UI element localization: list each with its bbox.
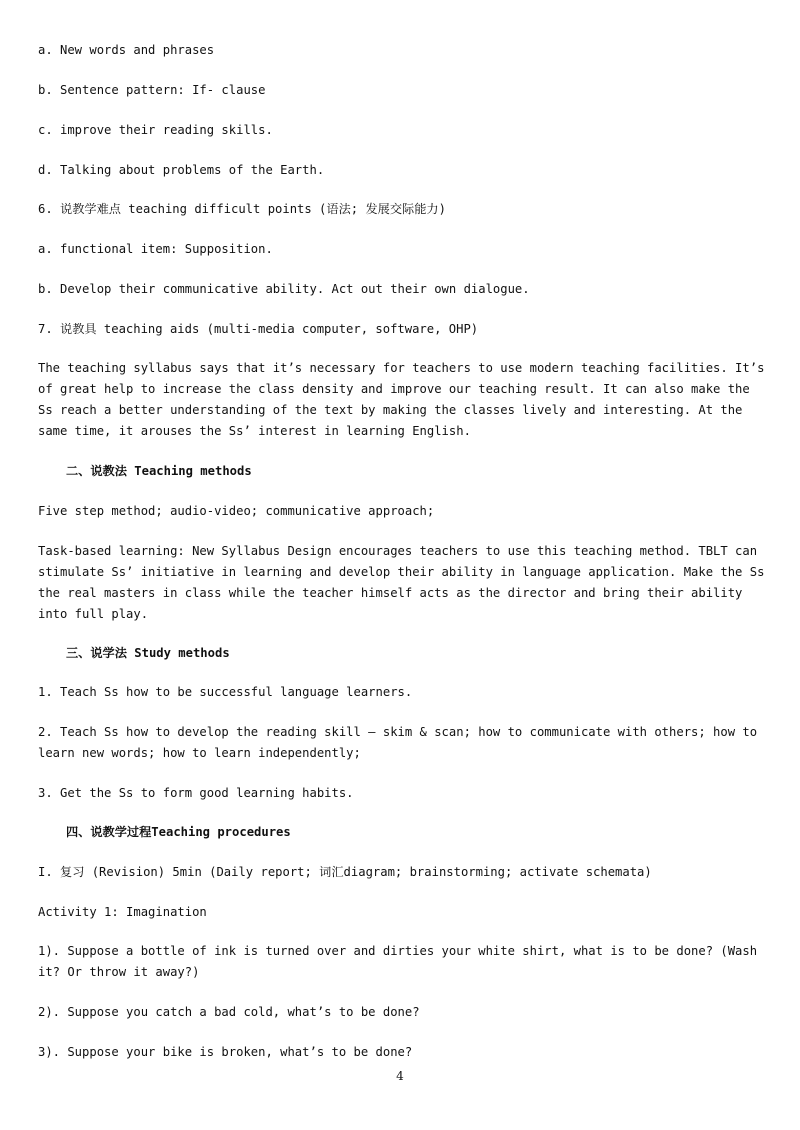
list-item-c-reading-skills: c. improve their reading skills.	[38, 123, 273, 137]
heading-teaching-methods: 二、说教法 Teaching methods	[66, 464, 252, 478]
paragraph-revision: I. 复习 (Revision) 5min (Daily report; 词汇diagram; brainstorming; activate schemata)	[38, 865, 652, 879]
page-number: 4	[396, 1069, 404, 1083]
heading-study-methods: 三、说学法 Study methods	[66, 646, 230, 660]
list-item-3-learning-habits: 3. Get the Ss to form good learning habits.	[38, 786, 354, 800]
paragraph-teaching-syllabus: The teaching syllabus says that it’s necessary for teachers to use modern teaching facilities. It’s of great help to increase the class density and improve our teaching result. It can also make the Ss reach a better understanding of the text by making the classes lively and interesting. At the same time, it arouses the Ss’ interest in learning English.	[38, 361, 765, 438]
list-item-a-new-words: a. New words and phrases	[38, 43, 215, 57]
section-7-teaching-aids: 7. 说教具 teaching aids (multi-media computer, software, OHP)	[38, 322, 479, 336]
list-item-2-reading-skill: 2. Teach Ss how to develop the reading skill — skim & scan; how to communicate with others; how to learn new words; how to learn independently;	[38, 725, 758, 760]
paragraph-task-based-learning: Task-based learning: New Syllabus Design encourages teachers to use this teaching method. TBLT can stimulate Ss’ initiative in learning and develop their ability in language application. Make the Ss the real masters in class while the teacher himself acts as the director and bring their ability into full play.	[38, 544, 765, 621]
list-item-suppose-bike: 3). Suppose your bike is broken, what’s to be done?	[38, 1045, 413, 1059]
list-item-b-communicative-ability: b. Develop their communicative ability. Act out their own dialogue.	[38, 282, 530, 296]
paragraph-five-step-method: Five step method; audio-video; communicative approach;	[38, 504, 435, 518]
list-item-a-functional-item: a. functional item: Supposition.	[38, 242, 273, 256]
section-6-difficult-points: 6. 说教学难点 teaching difficult points (语法; 发展交际能力)	[38, 202, 446, 216]
heading-teaching-procedures: 四、说教学过程Teaching procedures	[66, 825, 291, 839]
paragraph-activity-1: Activity 1: Imagination	[38, 905, 207, 919]
list-item-suppose-cold: 2). Suppose you catch a bad cold, what’s to be done?	[38, 1005, 420, 1019]
list-item-suppose-ink: 1). Suppose a bottle of ink is turned over and dirties your white shirt, what is to be done? (Wash it? Or throw it away?)	[38, 944, 758, 979]
list-item-b-sentence-pattern: b. Sentence pattern: If- clause	[38, 83, 266, 97]
list-item-1-successful-learners: 1. Teach Ss how to be successful language learners.	[38, 685, 413, 699]
list-item-d-problems-earth: d. Talking about problems of the Earth.	[38, 163, 325, 177]
